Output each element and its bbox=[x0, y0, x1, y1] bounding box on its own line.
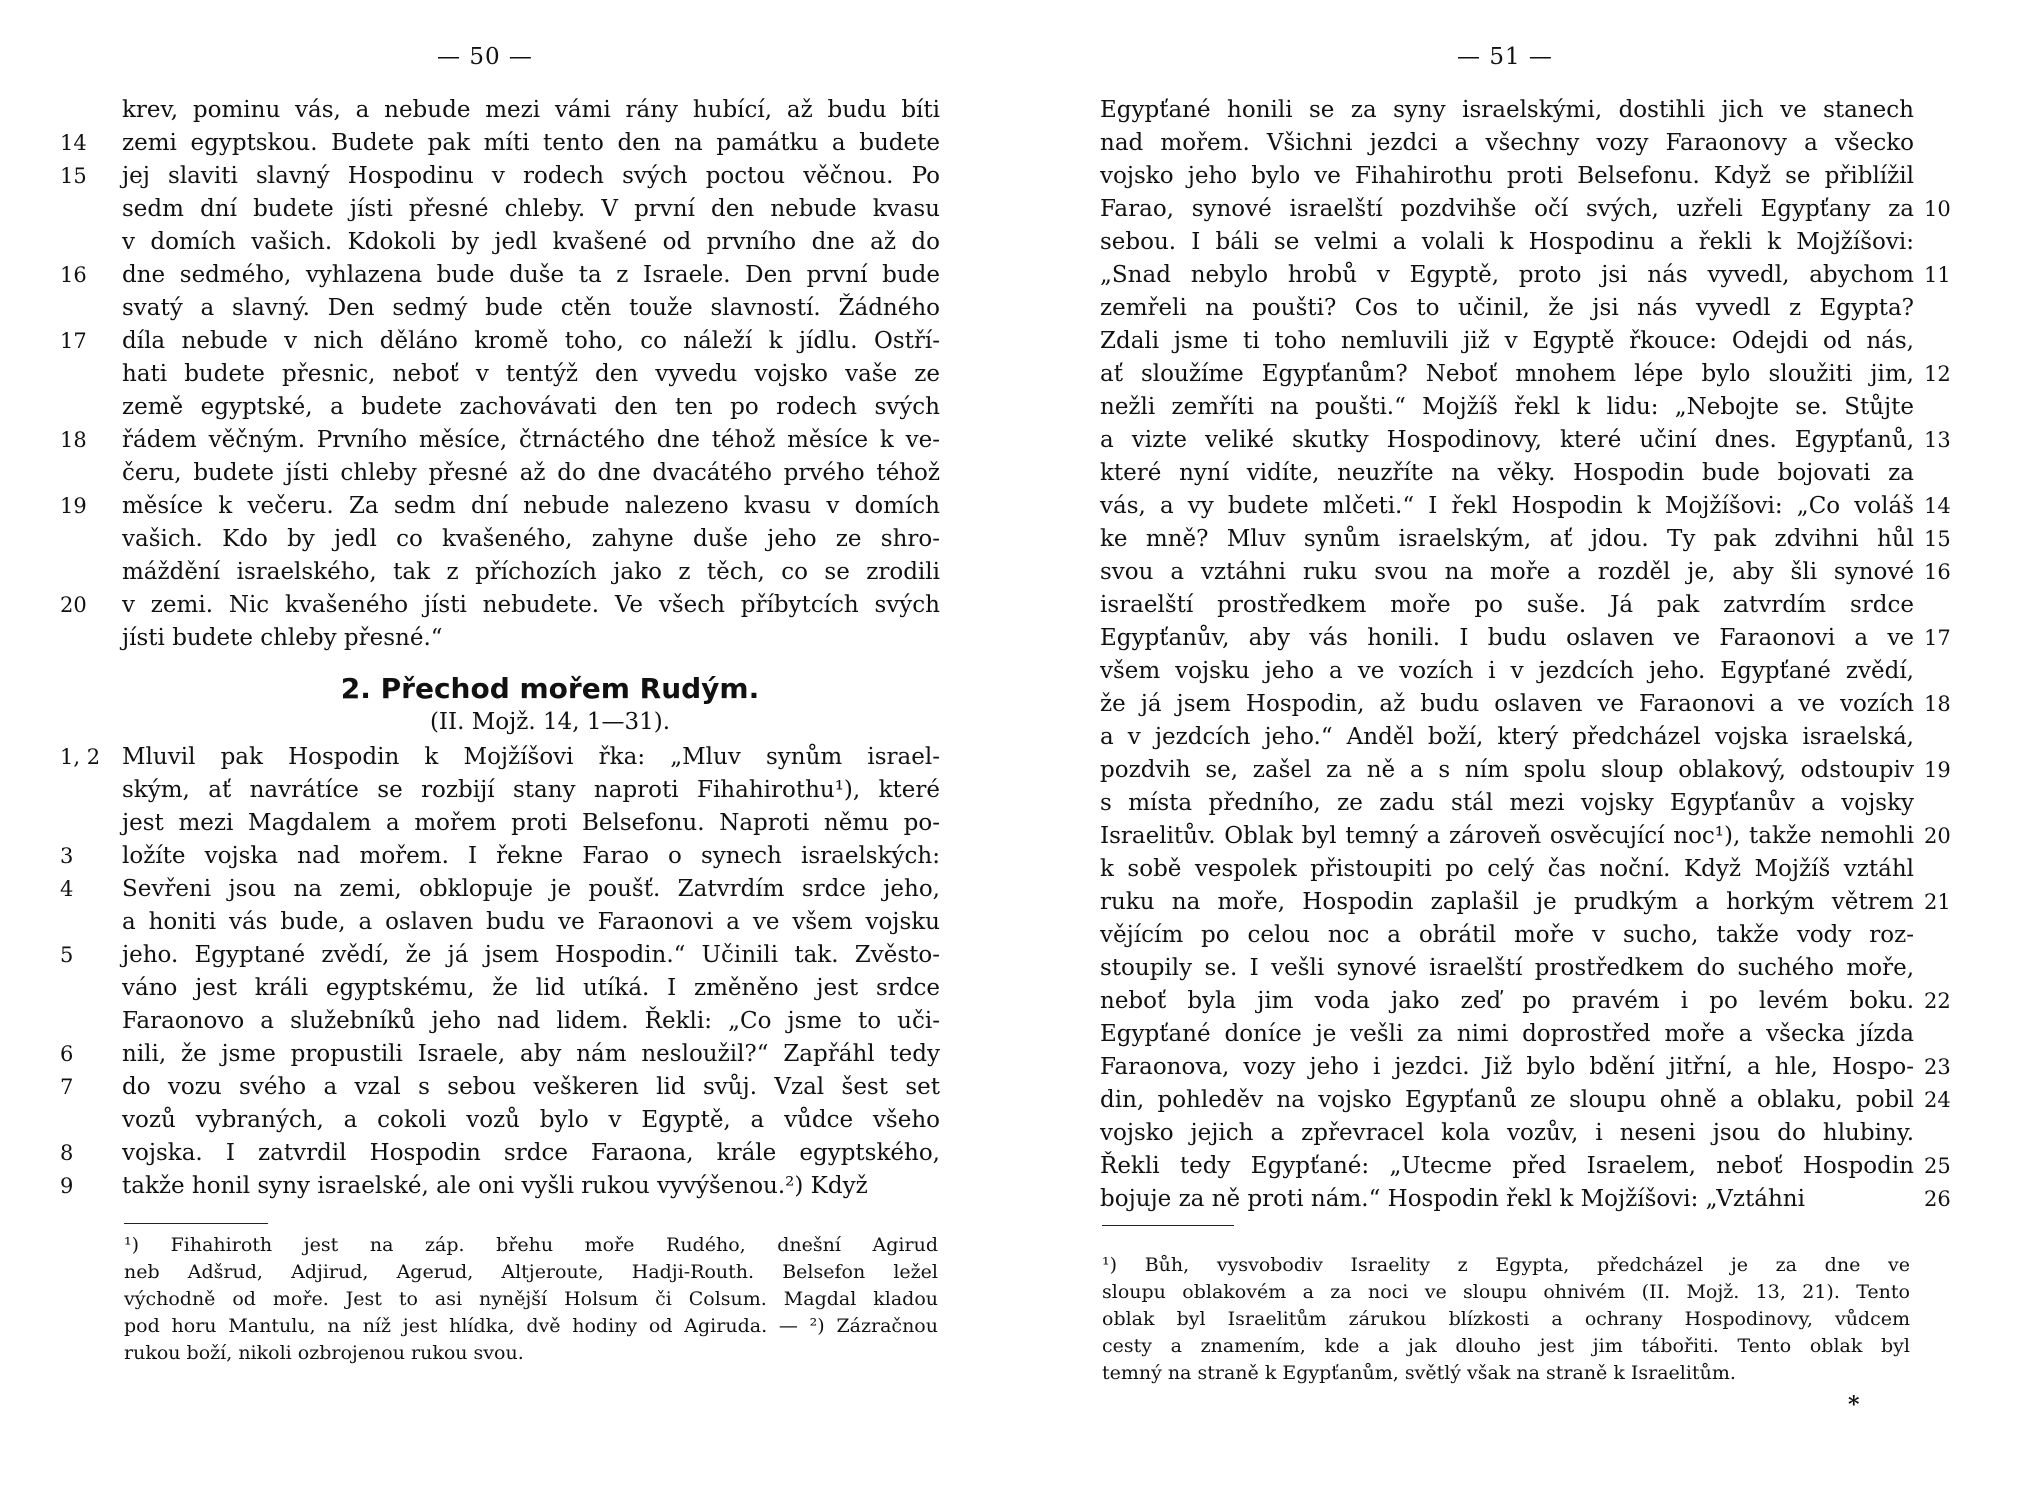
verse-number: 7 bbox=[60, 1075, 74, 1099]
line-text: a vizte veliké skutky Hospodinovy, které učiní dnes. Egypťanů, bbox=[1100, 427, 1914, 453]
footnote-line bbox=[1102, 1306, 1910, 1333]
text-line bbox=[1100, 655, 1914, 688]
text-line bbox=[1100, 358, 1951, 391]
text-line bbox=[1100, 919, 1914, 952]
footnote-line bbox=[1102, 1252, 1910, 1279]
line-text: a honiti vás bude, a oslaven budu ve Faraonovi a ve všem vojsku bbox=[122, 909, 940, 935]
text-line bbox=[1100, 226, 1914, 259]
verse-number: 19 bbox=[1924, 758, 1951, 782]
footnote-text: oblak byl Israelitům zárukou blízkosti a ochrany Hospodinovy, vůdcem bbox=[1102, 1308, 1910, 1330]
line-text: jeho. Egyptané zvědí, že já jsem Hospodin.“ Učinili tak. Zvěsto- bbox=[122, 942, 940, 968]
footnote-line bbox=[124, 1259, 938, 1286]
verse-number: 16 bbox=[60, 263, 87, 287]
text-line bbox=[60, 589, 940, 622]
verse-number: 24 bbox=[1924, 1088, 1951, 1112]
line-text: hati budete přesnic, neboť v tentýž den vyvedu vojsko vaše ze bbox=[122, 361, 940, 387]
verse-number: 5 bbox=[60, 943, 74, 967]
text-line bbox=[60, 160, 940, 193]
footnote-line bbox=[124, 1286, 938, 1313]
text-line bbox=[1100, 787, 1914, 820]
text-line bbox=[60, 1137, 940, 1170]
line-text: díla nebude v nich děláno kromě toho, co náleží k jídlu. Ostří- bbox=[122, 328, 940, 354]
line-text: Mluvil pak Hospodin k Mojžíšovi řka: „Mluv synům israel- bbox=[122, 744, 940, 770]
text-line bbox=[60, 840, 940, 873]
line-text: svatý a slavný. Den sedmý bude ctěn touže slavností. Žádného bbox=[122, 295, 940, 321]
text-line bbox=[122, 774, 940, 807]
line-text: vojska. I zatvrdil Hospodin srdce Faraona, krále egyptského, bbox=[122, 1140, 940, 1166]
text-line bbox=[122, 1005, 940, 1038]
text-line bbox=[60, 325, 940, 358]
line-text: Egypťanův, aby vás honili. I budu oslaven ve Faraonovi a ve bbox=[1100, 625, 1914, 651]
text-line bbox=[122, 457, 940, 490]
verse-number: 13 bbox=[1924, 428, 1951, 452]
text-line bbox=[122, 94, 940, 127]
text-line bbox=[1100, 1150, 1951, 1183]
line-text: máždění israelského, tak z příchozích jako z těch, co se zrodili bbox=[122, 559, 940, 585]
line-text: Faraonova, vozy jeho i jezdci. Již bylo bdění jitřní, a hle, Hospo- bbox=[1100, 1054, 1914, 1080]
footnote-line bbox=[1102, 1279, 1910, 1306]
text-line bbox=[1100, 490, 1951, 523]
line-text: všem vojsku jeho a ve vozích i v jezdcích jeho. Egypťané zvědí, bbox=[1100, 658, 1914, 684]
line-text: stoupily se. I vešli synové israelští prostředkem do suchého moře, bbox=[1100, 955, 1914, 981]
line-text: din, pohleděv na vojsko Egypťanů ze sloupu ohně a oblaku, pobil bbox=[1100, 1087, 1914, 1113]
text-line bbox=[1100, 556, 1951, 589]
verse-number: 9 bbox=[60, 1174, 74, 1198]
text-line bbox=[122, 292, 940, 325]
signature-mark: * bbox=[1848, 1392, 1860, 1418]
line-text: a v jezdcích jeho.“ Anděl boží, který předcházel vojska israelská, bbox=[1100, 724, 1914, 750]
text-line bbox=[122, 972, 940, 1005]
text-line bbox=[122, 358, 940, 391]
text-line bbox=[1100, 193, 1951, 226]
line-text: nili, že jsme propustili Israele, aby nám nesloužil?“ Zapřáhl tedy bbox=[122, 1041, 940, 1067]
verse-number: 22 bbox=[1924, 989, 1951, 1013]
verse-number: 4 bbox=[60, 877, 74, 901]
text-line bbox=[1100, 886, 1951, 919]
text-line bbox=[1100, 424, 1951, 457]
footnote-line bbox=[1102, 1333, 1910, 1360]
text-line bbox=[1100, 985, 1951, 1018]
text-line bbox=[1100, 94, 1914, 127]
footnote-text: sloupu oblakovém a za noci ve sloupu ohnivém (II. Mojž. 13, 21). Tento bbox=[1102, 1281, 1910, 1303]
line-text: vašich. Kdo by jedl co kvašeného, zahyne duše jeho ze shro- bbox=[122, 526, 940, 552]
footnotes bbox=[1102, 1252, 1910, 1387]
text-line bbox=[122, 807, 940, 840]
text-line bbox=[60, 741, 940, 774]
line-text: Řekli tedy Egypťané: „Utecme před Israelem, neboť Hospodin bbox=[1100, 1153, 1914, 1179]
verse-number: 1, 2 bbox=[60, 745, 101, 769]
line-text: Egypťané honili se za syny israelskými, dostihli jich ve stanech bbox=[1100, 97, 1914, 123]
body-text bbox=[1100, 94, 1951, 1216]
text-line bbox=[122, 523, 940, 556]
footnote-line bbox=[124, 1340, 938, 1367]
line-text: Farao, synové israelští pozdvihše očí svých, uzřeli Egypťany za bbox=[1100, 196, 1914, 222]
footnote-rule bbox=[1102, 1225, 1234, 1226]
text-line bbox=[1100, 589, 1914, 622]
footnote-text: pod horu Mantulu, na níž jest hlídka, dvě hodiny od Agiruda. — ²) Zázračnou bbox=[124, 1315, 938, 1337]
line-text: dne sedmého, vyhlazena bude duše ta z Israele. Den první bude bbox=[122, 262, 940, 288]
line-text: váno jest králi egyptskému, že lid utíká. I změněno jest srdce bbox=[122, 975, 940, 1001]
line-text: k sobě vespolek přistoupiti po celý čas noční. Když Mojžíš vztáhl bbox=[1100, 856, 1914, 882]
footnote-line bbox=[124, 1232, 938, 1259]
line-text: takže honil syny israelské, ale oni vyšli rukou vyvýšenou.²) Když bbox=[122, 1173, 868, 1199]
line-text: zemřeli na poušti? Cos to učinil, že jsi nás vyvedl z Egypta? bbox=[1100, 295, 1914, 321]
verse-number: 14 bbox=[60, 131, 87, 155]
text-line bbox=[1100, 622, 1951, 655]
line-text: sebou. I báli se velmi a volali k Hospodinu a řekli k Mojžíšovi: bbox=[1100, 229, 1914, 255]
line-text: vojsko jeho bylo ve Fihahirothu proti Belsefonu. Když se přiblížil bbox=[1100, 163, 1914, 189]
text-line bbox=[122, 193, 940, 226]
text-line bbox=[122, 906, 940, 939]
line-text: krev, pominu vás, a nebude mezi vámi rány hubící, až budu bíti bbox=[122, 97, 940, 123]
line-text: jest mezi Magdalem a mořem proti Belsefonu. Naproti němu po- bbox=[122, 810, 940, 836]
footnote-line bbox=[124, 1313, 938, 1340]
text-line bbox=[1100, 1051, 1951, 1084]
text-line bbox=[60, 1038, 940, 1071]
line-text: zemi egyptskou. Budete pak míti tento den na památku a budete bbox=[122, 130, 940, 156]
line-text: „Snad nebylo hrobů v Egyptě, proto jsi nás vyvedl, abychom bbox=[1100, 262, 1914, 288]
text-line bbox=[1100, 259, 1951, 292]
verse-number: 25 bbox=[1924, 1154, 1951, 1178]
verse-number: 15 bbox=[1924, 527, 1951, 551]
footnotes bbox=[124, 1232, 938, 1367]
text-line bbox=[1100, 754, 1951, 787]
verse-number: 11 bbox=[1924, 263, 1951, 287]
footnote-text: neb Adšrud, Adjirud, Agerud, Altjeroute, Hadji-Routh. Belsefon ležel bbox=[124, 1261, 938, 1283]
footnote-line bbox=[1102, 1360, 1910, 1387]
text-line bbox=[60, 424, 940, 457]
line-text: svou a vztáhni ruku svou na moře a rozděl je, aby šli synové bbox=[1100, 559, 1914, 585]
line-text: Egypťané doníce je vešli za nimi doprostřed moře a všecka jízda bbox=[1100, 1021, 1914, 1047]
page-number: — 51 — bbox=[1457, 44, 1553, 70]
verse-number: 21 bbox=[1924, 890, 1951, 914]
verse-number: 14 bbox=[1924, 494, 1951, 518]
line-text: do vozu svého a vzal s sebou veškeren lid svůj. Vzal šest set bbox=[122, 1074, 940, 1100]
verse-number: 10 bbox=[1924, 197, 1951, 221]
line-text: vozů vybraných, a cokoli vozů bylo v Egyptě, a vůdce všeho bbox=[122, 1107, 940, 1133]
text-line bbox=[60, 873, 940, 906]
section-heading: 2. Přechod mořem Rudým. bbox=[340, 672, 760, 705]
footnote-text: temný na straně k Egypťanům, světlý však na straně k Israelitům. bbox=[1102, 1362, 1736, 1384]
text-line bbox=[1100, 721, 1914, 754]
text-line bbox=[1100, 457, 1914, 490]
verse-number: 15 bbox=[60, 164, 87, 188]
line-text: bojuje za ně proti nám.“ Hospodin řekl k Mojžíšovi: „Vztáhni bbox=[1100, 1186, 1805, 1212]
line-text: Zdali jsme ti toho nemluvili již v Egyptě řkouce: Odejdi od nás, bbox=[1100, 328, 1914, 354]
footnote-text: ¹) Bůh, vysvobodiv Israelity z Egypta, předcházel je za dne ve bbox=[1102, 1254, 1910, 1276]
line-text: země egyptské, a budete zachovávati den ten po rodech svých bbox=[122, 394, 940, 420]
page-number: — 50 — bbox=[437, 44, 533, 70]
text-line bbox=[122, 622, 940, 655]
line-text: ke mně? Mluv synům israelským, ať jdou. Ty pak zdvihni hůl bbox=[1100, 526, 1914, 552]
line-text: sedm dní budete jísti přesné chleby. V první den nebude kvasu bbox=[122, 196, 940, 222]
line-text: ať sloužíme Egypťanům? Neboť mnohem lépe bylo sloužiti jim, bbox=[1100, 361, 1914, 387]
line-text: jej slaviti slavný Hospodinu v rodech svých poctou věčnou. Po bbox=[122, 163, 940, 189]
line-text: řádem věčným. Prvního měsíce, čtrnáctého dne téhož měsíce k ve- bbox=[122, 427, 940, 453]
text-line bbox=[122, 391, 940, 424]
verse-number: 20 bbox=[1924, 824, 1951, 848]
text-line bbox=[1100, 325, 1914, 358]
body-text-bottom bbox=[60, 741, 940, 1203]
line-text: které nyní vidíte, neuzříte na věky. Hospodin bude bojovati za bbox=[1100, 460, 1914, 486]
text-line bbox=[1100, 391, 1914, 424]
body-text-top bbox=[60, 94, 940, 655]
text-line bbox=[1100, 292, 1914, 325]
line-text: ložíte vojska nad mořem. I řekne Farao o synech israelských: bbox=[122, 843, 940, 869]
line-text: čeru, budete jísti chleby přesné až do dne dvacátého prvého téhož bbox=[122, 460, 940, 486]
footnote-rule bbox=[124, 1223, 268, 1224]
line-text: jísti budete chleby přesné.“ bbox=[122, 625, 443, 651]
text-line bbox=[1100, 523, 1951, 556]
line-text: israelští prostředkem moře po suše. Já pak zatvrdím srdce bbox=[1100, 592, 1914, 618]
text-line bbox=[1100, 688, 1951, 721]
text-line bbox=[60, 1071, 940, 1104]
line-text: že já jsem Hospodin, až budu oslaven ve Faraonovi a ve vozích bbox=[1100, 691, 1914, 717]
line-text: vás, a vy budete mlčeti.“ I řekl Hospodin k Mojžíšovi: „Co voláš bbox=[1100, 493, 1914, 519]
line-text: nad mořem. Všichni jezdci a všechny vozy Faraonovy a všecko bbox=[1100, 130, 1914, 156]
footnote-text: východně od moře. Jest to asi nynější Holsum či Colsum. Magdal kladou bbox=[124, 1288, 938, 1310]
text-line bbox=[60, 490, 940, 523]
verse-number: 18 bbox=[1924, 692, 1951, 716]
text-line bbox=[60, 259, 940, 292]
line-text: v zemi. Nic kvašeného jísti nebudete. Ve všech příbytcích svých bbox=[122, 592, 940, 618]
line-text: pozdvih se, zašel za ně a s ním spolu sloup oblakový, odstoupiv bbox=[1100, 757, 1914, 783]
line-text: ským, ať navrátíce se rozbijí stany naproti Fihahirothu¹), které bbox=[122, 777, 940, 803]
verse-number: 19 bbox=[60, 494, 87, 518]
text-line bbox=[1100, 1018, 1914, 1051]
line-text: nežli zemříti na poušti.“ Mojžíš řekl k lidu: „Nebojte se. Stůjte bbox=[1100, 394, 1914, 420]
text-line bbox=[122, 1104, 940, 1137]
line-text: neboť byla jim voda jako zeď po pravém i po levém boku. bbox=[1100, 988, 1914, 1014]
verse-number: 20 bbox=[60, 593, 87, 617]
verse-number: 17 bbox=[1924, 626, 1951, 650]
text-line bbox=[60, 127, 940, 160]
line-text: s místa předního, ze zadu stál mezi vojsky Egypťanův a vojsky bbox=[1100, 790, 1914, 816]
text-line bbox=[1100, 1183, 1951, 1216]
footnote-text: ¹) Fihahiroth jest na záp. břehu moře Rudého, dnešní Agirud bbox=[124, 1234, 938, 1256]
text-line bbox=[122, 556, 940, 589]
verse-number: 6 bbox=[60, 1042, 74, 1066]
line-text: měsíce k večeru. Za sedm dní nebude nalezeno kvasu v domích bbox=[122, 493, 940, 519]
section-subheading: (II. Mojž. 14, 1—31). bbox=[429, 709, 671, 735]
text-line bbox=[1100, 952, 1914, 985]
line-text: vojsko jejich a zpřevracel kola vozův, i neseni jsou do hlubiny. bbox=[1100, 1120, 1914, 1146]
text-line bbox=[1100, 1084, 1951, 1117]
text-line bbox=[122, 226, 940, 259]
text-line bbox=[1100, 160, 1914, 193]
text-line bbox=[1100, 853, 1914, 886]
text-line bbox=[1100, 820, 1951, 853]
line-text: Israelitův. Oblak byl temný a zároveň osvěcující noc¹), takže nemohli bbox=[1100, 823, 1914, 849]
text-line bbox=[60, 1170, 940, 1203]
verse-number: 17 bbox=[60, 329, 87, 353]
verse-number: 8 bbox=[60, 1141, 74, 1165]
text-line bbox=[1100, 127, 1914, 160]
verse-number: 12 bbox=[1924, 362, 1951, 386]
verse-number: 3 bbox=[60, 844, 74, 868]
footnote-text: rukou boží, nikoli ozbrojenou rukou svou. bbox=[124, 1342, 524, 1364]
text-line bbox=[60, 939, 940, 972]
verse-number: 16 bbox=[1924, 560, 1951, 584]
line-text: Sevřeni jsou na zemi, obklopuje je poušť. Zatvrdím srdce jeho, bbox=[122, 876, 940, 902]
verse-number: 23 bbox=[1924, 1055, 1951, 1079]
verse-number: 26 bbox=[1924, 1187, 1951, 1211]
footnote-text: cesty a znamením, kde a jak dlouho jest jim tábořiti. Tento oblak byl bbox=[1102, 1335, 1910, 1357]
verse-number: 18 bbox=[60, 428, 87, 452]
text-line bbox=[1100, 1117, 1914, 1150]
line-text: v domích vašich. Kdokoli by jedl kvašené od prvního dne až do bbox=[122, 229, 940, 255]
right-page bbox=[1010, 0, 2020, 1500]
line-text: Faraonovo a služebníků jeho nad lidem. Řekli: „Co jsme to uči- bbox=[122, 1008, 940, 1034]
line-text: vějícím po celou noc a obrátil moře v sucho, takže vody roz- bbox=[1100, 922, 1914, 948]
line-text: ruku na moře, Hospodin zaplašil je prudkým a horkým větrem bbox=[1100, 889, 1914, 915]
